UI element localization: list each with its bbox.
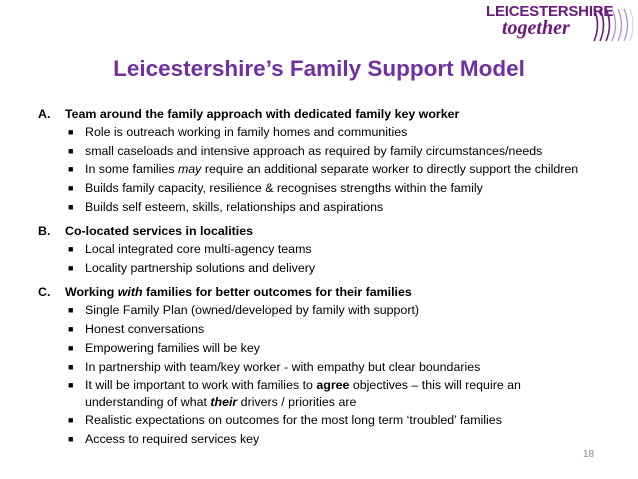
square-bullet-icon: ■: [68, 361, 74, 372]
list-item: [0, 340, 585, 357]
list-item: [0, 180, 585, 197]
square-bullet-icon: ■: [68, 127, 74, 137]
square-bullet-icon: ■: [68, 183, 74, 194]
section-letter: A.: [38, 107, 51, 121]
leicestershire-together-logo: [486, 1, 636, 47]
square-bullet-icon: ■: [68, 415, 74, 426]
list-item: [0, 260, 585, 277]
square-bullet-icon: ■: [68, 201, 74, 212]
square-bullet-icon: ■: [68, 380, 74, 391]
list-item: [0, 431, 585, 448]
logo-line1: LEICESTERSHIRE: [486, 3, 614, 20]
square-bullet-icon: ■: [68, 434, 74, 445]
list-item: [0, 302, 585, 319]
section-c: [0, 283, 638, 447]
list-item-text: Access to required services key: [85, 432, 260, 447]
square-bullet-icon: ■: [68, 262, 74, 273]
square-bullet-icon: ■: [68, 305, 74, 316]
section-heading: [0, 222, 638, 241]
list-item: [0, 241, 585, 258]
square-bullet-icon: ■: [68, 164, 74, 175]
list-item-text: Builds self esteem, skills, relationships and aspirations: [85, 199, 384, 214]
section-a: [0, 105, 638, 215]
list-item-text: Single Family Plan (owned/developed by family with support): [85, 303, 420, 318]
square-bullet-icon: ■: [68, 324, 74, 335]
sections-list: [0, 105, 638, 450]
list-item-text: Locality partnership solutions and delivery: [85, 260, 316, 275]
list-item-text: small caseloads and intensive approach as required by family circumstances/needs: [85, 143, 543, 158]
list-item: [0, 377, 585, 410]
list-item: [0, 199, 585, 216]
slide-title: Leicestershire’s Family Support Model: [113, 56, 525, 81]
list-item: [0, 321, 585, 338]
page-number: 18: [583, 449, 595, 460]
list-item-text: Realistic expectations on outcomes for the most long term ‘troubled’ families: [85, 413, 502, 428]
section-letter: B.: [38, 224, 51, 239]
square-bullet-icon: ■: [68, 244, 74, 255]
list-item: [0, 359, 585, 376]
section-b: [0, 222, 638, 276]
square-bullet-icon: ■: [68, 342, 74, 353]
list-item-text: Role is outreach working in family homes and communities: [85, 125, 408, 139]
section-letter: C.: [38, 285, 51, 300]
logo-line2: together: [502, 17, 570, 39]
section-heading-text: Team around the family approach with dedicated family key worker: [65, 107, 460, 121]
section-heading-text: Working with families for better outcomes for their families: [65, 285, 412, 300]
list-item-text: Empowering families will be key: [85, 340, 260, 355]
list-item: [0, 124, 585, 141]
square-bullet-icon: ■: [68, 145, 74, 156]
list-item-text: Builds family capacity, resilience & recognises strengths within the family: [85, 181, 483, 196]
list-item-text: It will be important to work with families to agree objectives – this will require an understanding of what their drivers / priorities are: [85, 378, 521, 409]
list-item-text: In partnership with team/key worker - with empathy but clear boundaries: [85, 359, 481, 374]
list-item-text: In some families may require an additional separate worker to directly support the children: [85, 162, 579, 177]
section-heading: [0, 283, 638, 302]
section-heading: [0, 105, 638, 124]
logo-arcs-icon: [592, 5, 636, 47]
list-item: [0, 161, 585, 178]
list-item-text: Honest conversations: [85, 322, 205, 337]
section-heading-text: Co-located services in localities: [65, 224, 254, 239]
list-item: [0, 412, 585, 429]
list-item-text: Local integrated core multi-agency teams: [85, 242, 312, 257]
list-item: [0, 143, 585, 160]
